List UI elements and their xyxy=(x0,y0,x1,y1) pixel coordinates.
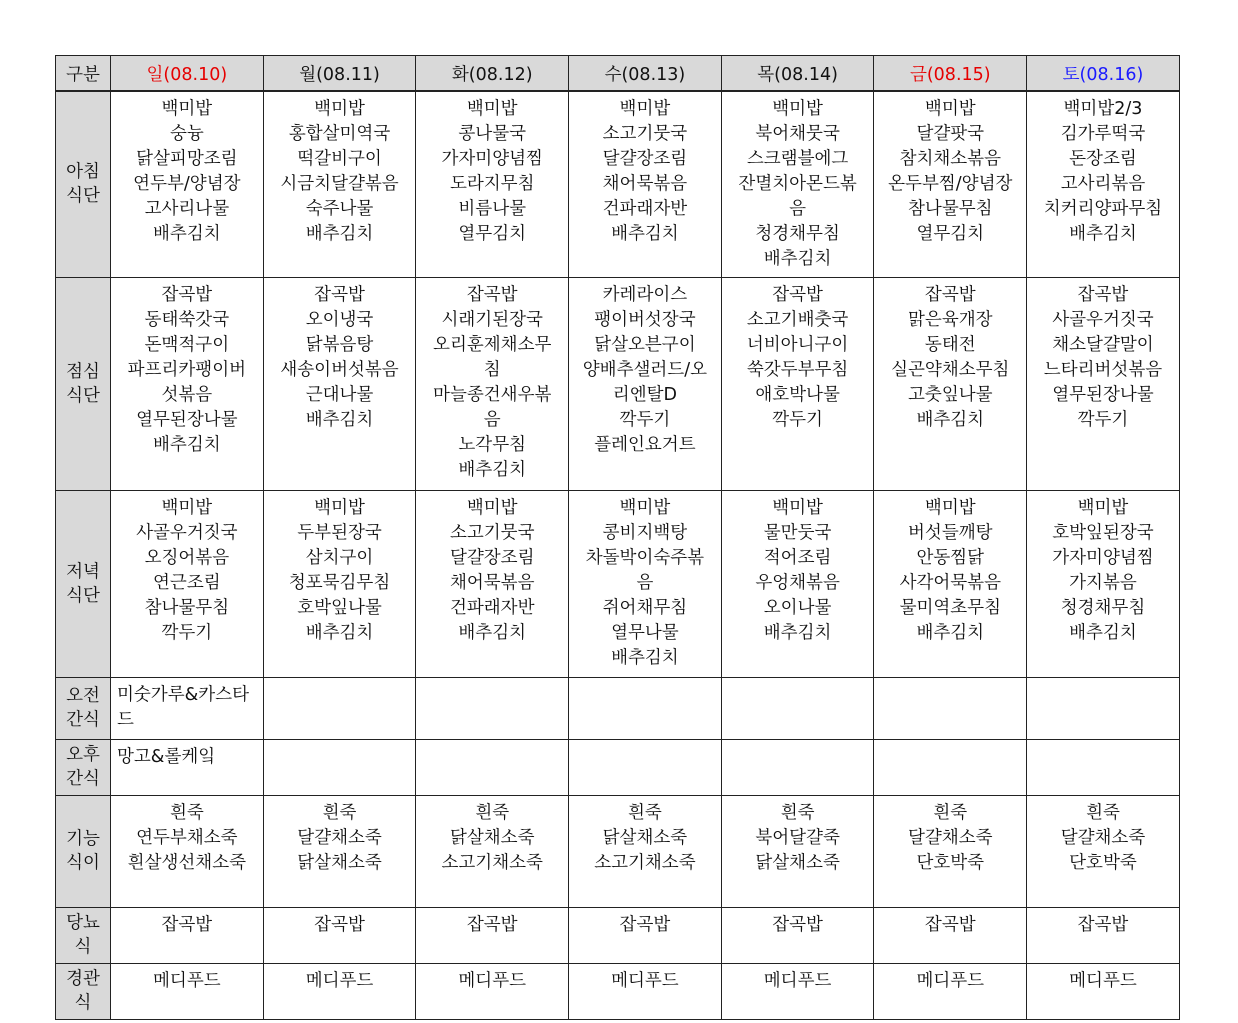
menu-cell xyxy=(874,907,1027,963)
menu-cell xyxy=(1027,490,1180,677)
menu-item: 잡곡밥 xyxy=(924,914,976,935)
menu-item: 망고&롤케잌 xyxy=(117,746,216,767)
menu-cell xyxy=(416,963,569,1019)
menu-item: 가자미양념찜 xyxy=(441,149,543,169)
menu-cell xyxy=(874,795,1027,907)
menu-item: 미숫가루&카스타 xyxy=(117,684,249,705)
menu-item: 배추김치 xyxy=(763,249,832,269)
menu-cell xyxy=(263,795,416,907)
menu-item: 열무김치 xyxy=(458,224,527,244)
menu-item: 잡곡밥 xyxy=(314,914,365,935)
menu-cell xyxy=(1027,277,1180,490)
menu-item: 백미밥 xyxy=(314,497,365,518)
menu-item: 백미밥2/3 xyxy=(1063,99,1143,119)
menu-item: 닭살오븐구이 xyxy=(594,334,696,355)
menu-item: 배추김치 xyxy=(611,224,679,244)
menu-item: 애호박나물 xyxy=(755,384,840,405)
menu-item: 잡곡밥 xyxy=(466,914,518,935)
menu-item: 잡곡밥 xyxy=(1077,914,1129,935)
menu-item: 건파래자반 xyxy=(602,199,688,219)
row-label-text: 아침 xyxy=(66,162,100,183)
menu-item: 음 xyxy=(789,199,807,219)
menu-item: 소고기채소죽 xyxy=(441,852,543,873)
row-label xyxy=(56,963,111,1019)
category-header: 구분 xyxy=(56,56,111,92)
menu-item: 닭살채소죽 xyxy=(755,852,840,873)
row-lunch xyxy=(56,277,1180,490)
row-label-text: 경관 xyxy=(66,969,100,989)
menu-item: 돈장조림 xyxy=(1069,149,1137,169)
menu-item: 오이나물 xyxy=(763,597,832,618)
row-label-text: 간식 xyxy=(66,769,100,789)
menu-item: 음 xyxy=(636,572,654,593)
menu-item: 동태전 xyxy=(924,334,976,355)
menu-cell xyxy=(721,963,874,1019)
menu-item: 백미밥 xyxy=(619,99,671,119)
row-label-text: 오전 xyxy=(66,686,100,706)
menu-cell xyxy=(263,490,416,677)
menu-item: 메디푸드 xyxy=(763,970,832,991)
menu-item: 메디푸드 xyxy=(458,970,527,991)
menu-cell xyxy=(263,91,416,277)
menu-item: 노각무침 xyxy=(458,434,527,455)
menu-item: 닭살채소죽 xyxy=(602,827,688,848)
menu-item: 북어달걀죽 xyxy=(755,827,840,848)
menu-item: 백미밥 xyxy=(772,497,823,518)
menu-item: 닭살채소죽 xyxy=(297,852,382,873)
menu-cell xyxy=(416,91,569,277)
menu-item: 열무된장나물 xyxy=(136,409,238,430)
menu-item: 배추김치 xyxy=(458,622,527,643)
menu-cell xyxy=(874,277,1027,490)
menu-item: 드 xyxy=(117,709,134,730)
menu-cell xyxy=(111,795,264,907)
menu-item: 두부된장국 xyxy=(297,522,382,543)
menu-item: 달걀채소죽 xyxy=(1060,827,1146,848)
row-breakfast xyxy=(56,91,1180,277)
menu-item: 시금치달걀볶음 xyxy=(280,174,399,194)
menu-cell xyxy=(1027,963,1180,1019)
menu-item: 채어묵볶음 xyxy=(602,174,688,194)
menu-item: 달걀장조림 xyxy=(449,547,535,568)
menu-cell xyxy=(111,739,264,795)
menu-item: 연두부채소죽 xyxy=(136,827,238,848)
menu-cell xyxy=(721,91,874,277)
menu-item: 가지볶음 xyxy=(1069,572,1137,593)
menu-item: 침 xyxy=(483,359,501,380)
row-label xyxy=(56,277,111,490)
menu-cell xyxy=(416,677,569,739)
menu-item: 사각어묵볶음 xyxy=(899,572,1001,593)
menu-item: 배추김치 xyxy=(305,224,374,244)
menu-item: 백미밥 xyxy=(161,497,213,518)
menu-item: 소고기뭇국 xyxy=(449,522,535,543)
menu-item: 백미밥 xyxy=(1077,497,1129,518)
menu-item: 잔멸치아몬드볶 xyxy=(738,174,857,194)
menu-item: 채어묵볶음 xyxy=(449,572,535,593)
menu-cell xyxy=(569,490,722,677)
menu-item: 팽이버섯장국 xyxy=(594,309,696,330)
row-functional xyxy=(56,795,1180,907)
menu-cell xyxy=(721,907,874,963)
menu-item: 시래기된장국 xyxy=(441,309,543,330)
menu-item: 도라지무침 xyxy=(449,174,535,194)
menu-item: 깍두기 xyxy=(619,409,671,430)
menu-cell xyxy=(263,907,416,963)
menu-item: 배추김치 xyxy=(1069,224,1137,244)
menu-item: 파프리카팽이버 xyxy=(127,359,247,380)
menu-item: 쥐어채무침 xyxy=(602,597,688,618)
menu-item: 열무된장나물 xyxy=(1052,384,1154,405)
menu-item: 닭살피망조림 xyxy=(136,149,238,169)
menu-item: 비름나물 xyxy=(458,199,527,219)
menu-item: 버섯들깨탕 xyxy=(908,522,993,543)
menu-cell xyxy=(569,963,722,1019)
menu-item: 물만둣국 xyxy=(763,522,832,543)
row-label-text: 기능 xyxy=(66,829,100,849)
menu-item: 사골우거짓국 xyxy=(1052,309,1154,330)
menu-item: 잡곡밥 xyxy=(772,284,823,305)
menu-item: 배추김치 xyxy=(1069,622,1137,643)
menu-item: 메디푸드 xyxy=(916,970,985,991)
menu-item: 닭볶음탕 xyxy=(305,334,374,355)
menu-item: 달걀채소죽 xyxy=(297,827,382,848)
menu-item: 소고기뭇국 xyxy=(602,124,688,144)
menu-item: 깍두기 xyxy=(161,622,213,643)
menu-item: 잡곡밥 xyxy=(314,284,365,305)
menu-item: 스크램블에그 xyxy=(746,149,849,169)
menu-item: 잡곡밥 xyxy=(466,284,518,305)
menu-item: 참치채소볶음 xyxy=(899,149,1001,169)
menu-cell xyxy=(1027,739,1180,795)
row-label-text: 저녁 xyxy=(66,561,100,582)
menu-cell xyxy=(1027,91,1180,277)
menu-item: 물미역초무침 xyxy=(899,597,1001,618)
menu-item: 흰죽 xyxy=(169,802,204,823)
menu-cell xyxy=(874,490,1027,677)
menu-item: 흰죽 xyxy=(933,802,968,823)
row-label-text: 당뇨 xyxy=(66,913,100,933)
menu-cell xyxy=(416,277,569,490)
menu-item: 흰죽 xyxy=(322,802,357,823)
menu-cell xyxy=(721,739,874,795)
menu-item: 백미밥 xyxy=(924,497,976,518)
menu-item: 잡곡밥 xyxy=(772,914,823,935)
row-label xyxy=(56,91,111,277)
row-label xyxy=(56,677,111,739)
menu-item: 맑은육개장 xyxy=(908,309,993,330)
menu-item: 치커리양파무침 xyxy=(1043,199,1163,219)
menu-cell xyxy=(874,91,1027,277)
menu-item: 메디푸드 xyxy=(611,970,679,991)
menu-item: 잡곡밥 xyxy=(924,284,976,305)
menu-item: 배추김치 xyxy=(305,409,374,430)
menu-item: 안동찜닭 xyxy=(916,547,985,568)
menu-item: 잡곡밥 xyxy=(1077,284,1129,305)
menu-item: 흰죽 xyxy=(628,802,662,823)
menu-cell xyxy=(874,739,1027,795)
menu-cell xyxy=(111,490,264,677)
row-label-text: 식단 xyxy=(66,585,100,606)
menu-item: 실곤약채소무침 xyxy=(891,359,1010,380)
menu-item: 새송이버섯볶음 xyxy=(280,359,399,380)
menu-item: 채소달걀말이 xyxy=(1052,334,1154,355)
day-header-mon: 월(08.11) xyxy=(263,56,416,92)
menu-item: 달걀팟국 xyxy=(916,124,985,144)
row-label-text: 식이 xyxy=(66,853,100,873)
menu-item: 숭늉 xyxy=(169,124,204,144)
menu-item: 메디푸드 xyxy=(305,970,374,991)
row-label-text: 식단 xyxy=(66,186,100,207)
menu-cell xyxy=(874,963,1027,1019)
menu-cell xyxy=(111,677,264,739)
menu-cell xyxy=(1027,907,1180,963)
menu-item: 마늘종건새우볶 xyxy=(433,384,552,405)
menu-cell xyxy=(416,907,569,963)
menu-cell xyxy=(569,91,722,277)
menu-item: 우엉채볶음 xyxy=(755,572,840,593)
menu-item: 김가루떡국 xyxy=(1060,124,1146,144)
menu-item: 연근조림 xyxy=(153,572,221,593)
menu-item: 참나물무침 xyxy=(144,597,230,618)
menu-cell xyxy=(721,490,874,677)
menu-cell xyxy=(263,963,416,1019)
menu-item: 홍합살미역국 xyxy=(288,124,391,144)
menu-cell xyxy=(111,277,264,490)
menu-cell xyxy=(569,277,722,490)
menu-item: 깍두기 xyxy=(772,409,823,430)
menu-item: 소고기배춧국 xyxy=(746,309,849,330)
menu-item: 닭살채소죽 xyxy=(449,827,535,848)
menu-item: 청포묵김무침 xyxy=(288,572,391,593)
menu-cell xyxy=(416,739,569,795)
row-dinner xyxy=(56,490,1180,677)
row-label xyxy=(56,795,111,907)
menu-item: 느타리버섯볶음 xyxy=(1043,359,1163,380)
menu-item: 흰살생선채소죽 xyxy=(127,852,247,873)
menu-cell xyxy=(569,907,722,963)
menu-item: 콩비지백탕 xyxy=(602,522,688,543)
menu-item: 오징어볶음 xyxy=(144,547,230,568)
menu-cell xyxy=(569,795,722,907)
menu-item: 건파래자반 xyxy=(449,597,535,618)
menu-item: 사골우거짓국 xyxy=(136,522,238,543)
menu-item: 동태쑥갓국 xyxy=(144,309,230,330)
menu-cell xyxy=(1027,677,1180,739)
menu-item: 흰죽 xyxy=(475,802,510,823)
day-header-thu: 목(08.14) xyxy=(721,56,874,92)
menu-item: 가자미양념찜 xyxy=(1052,547,1154,568)
menu-item: 청경채무침 xyxy=(1060,597,1146,618)
menu-item: 음 xyxy=(483,409,501,430)
menu-item: 깍두기 xyxy=(1077,409,1129,430)
row-label-text: 오후 xyxy=(66,745,100,765)
menu-item: 잡곡밥 xyxy=(161,284,213,305)
menu-item: 북어채뭇국 xyxy=(755,124,840,144)
menu-item: 연두부/양념장 xyxy=(133,174,241,194)
row-pm-snack xyxy=(56,739,1180,795)
day-header-fri: 금(08.15) xyxy=(874,56,1027,92)
menu-item: 백미밥 xyxy=(772,99,823,119)
menu-item: 차돌박이숙주볶 xyxy=(585,547,705,568)
header-row xyxy=(56,56,1180,92)
row-label xyxy=(56,739,111,795)
menu-cell xyxy=(721,795,874,907)
menu-item: 배추김치 xyxy=(305,622,374,643)
menu-cell xyxy=(263,677,416,739)
menu-item: 달걀장조림 xyxy=(602,149,688,169)
menu-item: 참나물무침 xyxy=(908,199,993,219)
menu-cell xyxy=(874,677,1027,739)
menu-item: 플레인요거트 xyxy=(594,434,696,455)
menu-item: 배추김치 xyxy=(916,409,985,430)
menu-item: 배추김치 xyxy=(458,459,527,480)
menu-item: 오리훈제채소무 xyxy=(433,334,552,355)
menu-cell xyxy=(111,907,264,963)
menu-item: 온두부찜/양념장 xyxy=(888,174,1013,194)
menu-item: 흰죽 xyxy=(1086,802,1120,823)
menu-item: 백미밥 xyxy=(466,99,518,119)
menu-item: 콩나물국 xyxy=(458,124,527,144)
menu-item: 단호박죽 xyxy=(916,852,985,873)
menu-cell xyxy=(569,739,722,795)
menu-item: 백미밥 xyxy=(466,497,518,518)
menu-cell xyxy=(416,795,569,907)
menu-item: 돈맥적구이 xyxy=(144,334,230,355)
menu-item: 열무김치 xyxy=(916,224,985,244)
row-label-text: 점심 xyxy=(66,361,100,382)
menu-cell xyxy=(416,490,569,677)
menu-item: 잡곡밥 xyxy=(161,914,213,935)
row-label xyxy=(56,907,111,963)
menu-item: 고사리볶음 xyxy=(1060,174,1146,194)
menu-item: 열무나물 xyxy=(611,622,679,643)
row-label-text: 간식 xyxy=(66,710,100,730)
menu-item: 고춧잎나물 xyxy=(908,384,993,405)
menu-item: 카레라이스 xyxy=(602,284,688,305)
menu-item: 근대나물 xyxy=(305,384,374,405)
menu-item: 배추김치 xyxy=(763,622,832,643)
menu-item: 섯볶음 xyxy=(161,384,213,405)
menu-item: 숙주나물 xyxy=(305,199,374,219)
menu-item: 오이냉국 xyxy=(305,309,374,330)
menu-item: 쑥갓두부무침 xyxy=(746,359,849,380)
menu-item: 적어조림 xyxy=(763,547,832,568)
row-tube xyxy=(56,963,1180,1019)
day-header-sat: 토(08.16) xyxy=(1027,56,1180,92)
menu-item: 메디푸드 xyxy=(1069,970,1137,991)
row-label xyxy=(56,490,111,677)
menu-item: 호박잎된장국 xyxy=(1052,522,1154,543)
row-label-text: 식단 xyxy=(66,385,100,406)
menu-item: 백미밥 xyxy=(619,497,671,518)
row-diabetic xyxy=(56,907,1180,963)
weekly-menu-table xyxy=(55,55,1180,1020)
day-header-sun: 일(08.10) xyxy=(111,56,264,92)
menu-item: 배추김치 xyxy=(916,622,985,643)
menu-item: 백미밥 xyxy=(924,99,976,119)
day-header-wed: 수(08.13) xyxy=(569,56,722,92)
menu-item: 떡갈비구이 xyxy=(297,149,382,169)
menu-item: 소고기채소죽 xyxy=(594,852,696,873)
row-am-snack xyxy=(56,677,1180,739)
menu-cell xyxy=(721,277,874,490)
menu-item: 청경채무침 xyxy=(755,224,840,244)
menu-item: 달걀채소죽 xyxy=(908,827,993,848)
menu-item: 배추김치 xyxy=(153,434,221,455)
menu-item: 리엔탈D xyxy=(612,384,677,405)
menu-cell xyxy=(111,963,264,1019)
row-label-text: 식 xyxy=(74,937,92,957)
menu-item: 백미밥 xyxy=(161,99,213,119)
menu-cell xyxy=(263,277,416,490)
row-label-text: 식 xyxy=(74,993,92,1013)
menu-item: 양배추샐러드/오 xyxy=(582,359,708,380)
menu-item: 고사리나물 xyxy=(144,199,230,219)
menu-item: 호박잎나물 xyxy=(297,597,382,618)
menu-item: 백미밥 xyxy=(314,99,365,119)
menu-item: 배추김치 xyxy=(153,224,221,244)
menu-item: 배추김치 xyxy=(611,647,679,668)
day-header-tue: 화(08.12) xyxy=(416,56,569,92)
menu-item: 삼치구이 xyxy=(305,547,374,568)
menu-item: 잡곡밥 xyxy=(619,914,671,935)
menu-item: 흰죽 xyxy=(780,802,815,823)
menu-item: 너비아니구이 xyxy=(746,334,849,355)
menu-cell xyxy=(1027,795,1180,907)
menu-cell xyxy=(111,91,264,277)
menu-cell xyxy=(263,739,416,795)
menu-cell xyxy=(569,677,722,739)
menu-item: 단호박죽 xyxy=(1069,852,1137,873)
menu-item: 메디푸드 xyxy=(153,970,221,991)
menu-cell xyxy=(721,677,874,739)
